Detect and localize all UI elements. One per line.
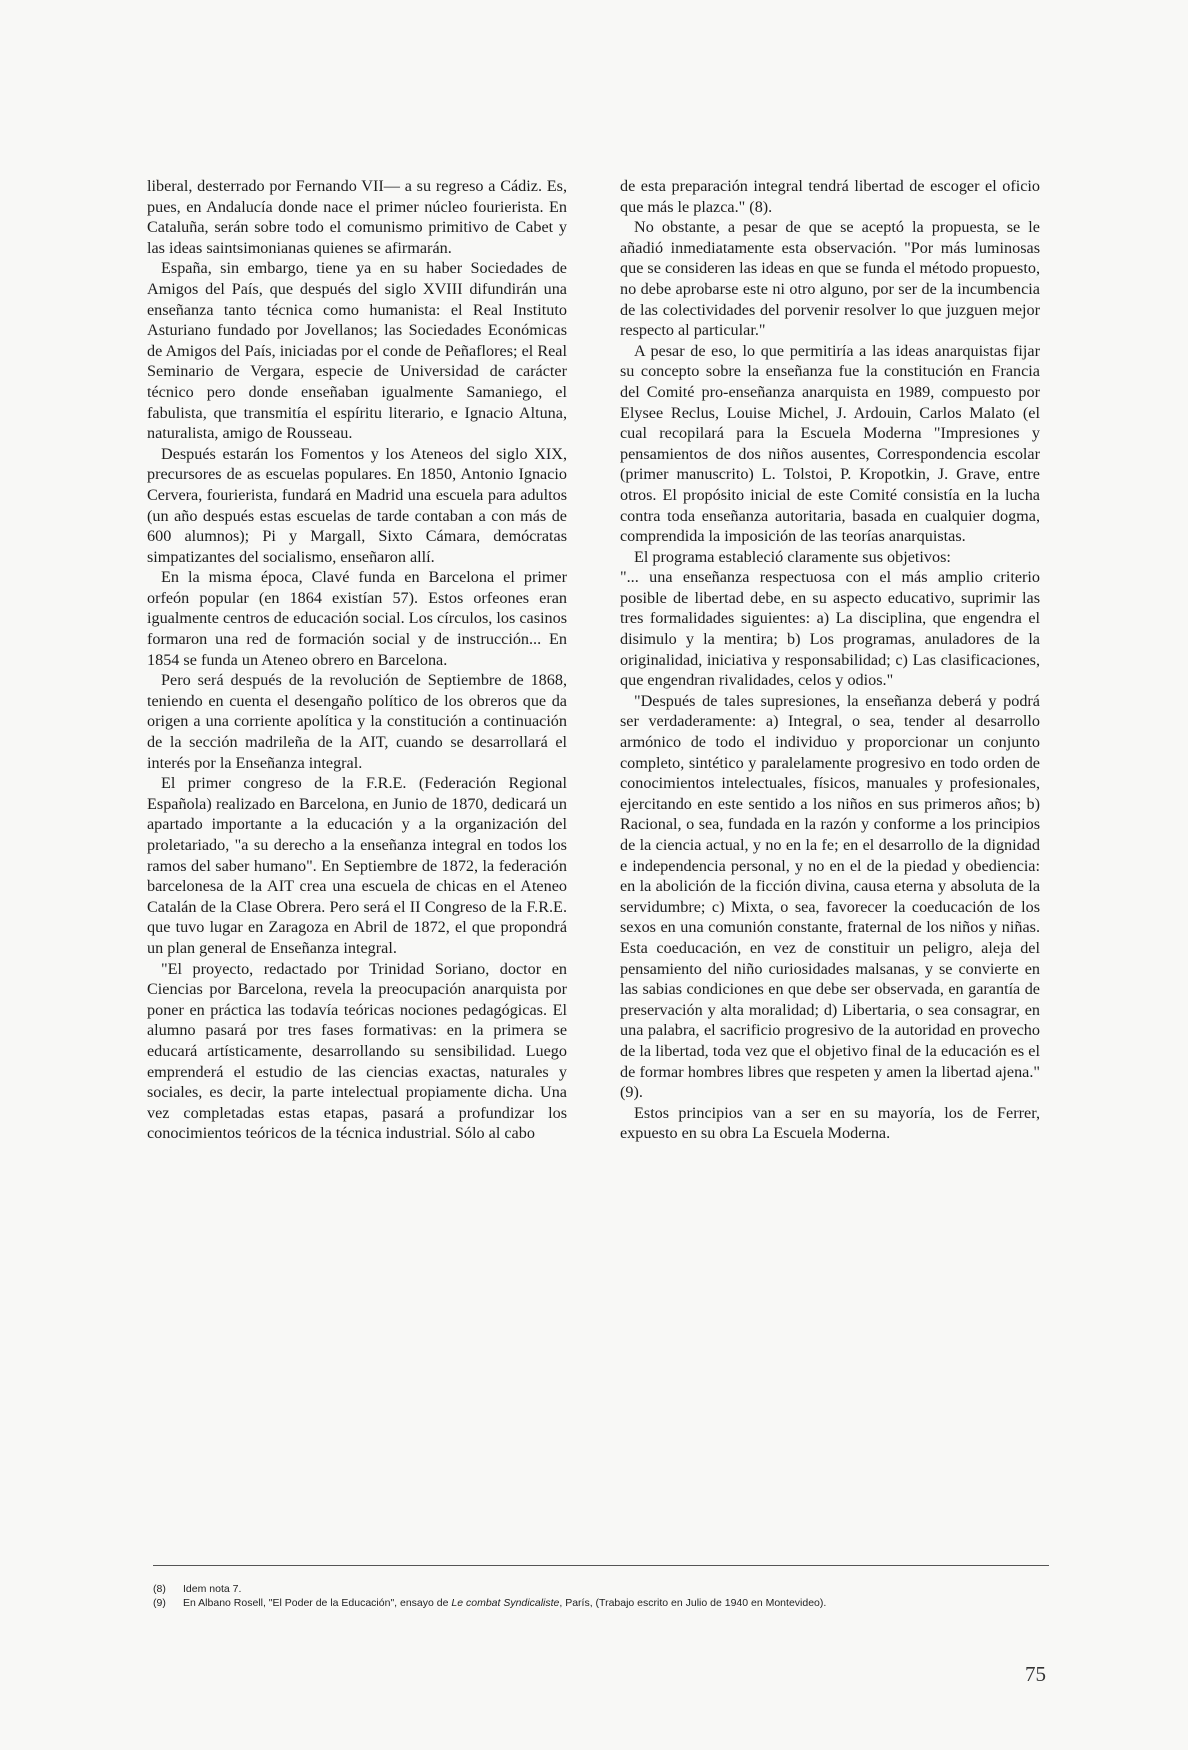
footnote-text-part: , París, (Trabajo escrito en Julio de 1940 en Montevideo). [559,1597,827,1609]
left-text-column [147,176,567,1144]
footnote-text [183,1596,826,1610]
footnote-italic-title: Le combat Syndicaliste [451,1597,560,1609]
paragraph: "... una enseñanza respectuosa con el más amplio criterio posible de libertad debe, en su aspecto educativo, suprimir las tres formalidades siguientes: a) La disciplina, que engendra el disimulo y la mentira; b) Los programas, anuladores de la originalidad, iniciativa y responsabilidad; c) Las clasificaciones, que engendran rivalidades, celos y odios." [620,568,1040,690]
paragraph: Pero será después de la revolución de Septiembre de 1868, teniendo en cuenta el desengaño político de los obreros que da origen a una corriente apolítica y la constitución a continuación de la sección madrileña de la AIT, cuando se desarrollará el interés por la Enseñanza integral. [147,671,567,772]
page-number: 75 [1025,1662,1046,1686]
right-text-column [620,176,1040,1144]
paragraph: El primer congreso de la F.R.E. (Federación Regional Española) realizado en Barcelona, en Junio de 1870, dedicará un apartado importante a la educación y a la organización del proletariado, "a su derecho a la enseñanza integral en todos los ramos del saber humano". En Septiembre de 1872, la federación barcelonesa de la AIT crea una escuela de chicas en el Ateneo Catalán de la Clase Obrera. Pero será el II Congreso de la F.R.E. que tuvo lugar en Zaragoza en Abril de 1872, el que propondrá un plan general de Enseñanza integral. [147,774,567,957]
paragraph: El programa estableció claramente sus objetivos: [634,547,951,566]
paragraph: Después estarán los Fomentos y los Ateneos del siglo XIX, precursores de as escuelas populares. En 1850, Antonio Ignacio Cervera, fourierista, fundará en Madrid una escuela para adultos (un año después estas escuelas de tarde contaban a con más de 600 alumnos); Pi y Margall, Sixto Cámara, demócratas simpatizantes del socialismo, enseñaron allí. [147,444,567,566]
paragraph: Estos principios van a ser en su mayoría, los de Ferrer, expuesto en su obra La Escuela Moderna. [620,1103,1040,1143]
paragraph: "Después de tales supresiones, la enseñanza deberá y podrá ser verdaderamente: a) Integral, o sea, tender al desarrollo armónico de todo el individuo y proporcionar un conjunto completo, sintético y paralelamente progresivo en todo orden de conocimientos intelectuales, físicos, manuales y profesionales, ejercitando en este sentido a los niños en sus primeros años; b) Racional, o sea, fundada en la razón y conforme a los principios de la ciencia actual, y no en la fe; en el desarrollo de la dignidad e independencia personal, y no en el de la piedad y obediencia: en la abolición de la ficción divina, causa eterna y absoluta de la servidumbre; c) Mixta, o sea, favorecer la coeducación de los sexos en una comunión constante, fraternal de los niños y niñas. Esta coeducación, en vez de constituir un peligro, aleja del pensamiento del niño curiosidades malsanas, y se convierte en las sabias condiciones en que debe ser observada, en garantía de preservación y alta moralidad; d) Libertaria, o sea consagrar, en una palabra, el sacrificio progresivo de la autoridad en provecho de la libertad, toda vez que el objetivo final de la educación es el de formar hombres libres que respeten y amen la libertad ajena." (9). [620,691,1040,1102]
paragraph: España, sin embargo, tiene ya en su haber Sociedades de Amigos del País, que después del siglo XVIII difundirán una enseñanza tanto técnica como humanista: el Real Instituto Asturiano fundado por Jovellanos; las Sociedades Económicas de Amigos del País, iniciadas por el conde de Peñaflores; el Real Seminario de Vergara, especie de Universidad de carácter técnico pero donde enseñaban igualmente Samaniego, el fabulista, que transmitía el espíritu literario, e Ignacio Altuna, naturalista, amigo de Rousseau. [147,259,567,443]
paragraph: de esta preparación integral tendrá libertad de escoger el oficio que más le plazca." (8). [620,177,1040,216]
footnote-number: (8) [153,1583,166,1595]
footnotes [153,1582,1053,1610]
footnote-text: Idem nota 7. [183,1583,242,1595]
paragraph: En la misma época, Clavé funda en Barcelona el primer orfeón popular (en 1864 existían 57). Estos orfeones eran igualmente centros de educación social. Los círculos, los casinos formaron una red de formación social y de instrucción... En 1854 se funda un Ateneo obrero en Barcelona. [147,568,567,669]
paragraph: liberal, desterrado por Fernando VII— a su regreso a Cádiz. Es, pues, en Andalucía donde nace el primer núcleo fourierista. En Cataluña, serán sobre todo el comunismo primitivo de Cabet y las ideas saintsimonianas quienes se afirmarán. [147,177,567,257]
paragraph: "El proyecto, redactado por Trinidad Soriano, doctor en Ciencias por Barcelona, revela la preocupación anarquista por poner en práctica las todavía teóricas nociones pedagógicas. El alumno pasará por tres fases formativas: en la primera se educará artísticamente, desarrollando su sensibilidad. Luego emprenderá el estudio de las ciencias exactas, naturales y sociales, es decir, la parte intelectual propiamente dicha. Una vez completadas estas etapas, pasará a profundizar los conocimientos teóricos de la técnica industrial. Sólo al cabo [147,959,567,1143]
footnote-number: (9) [153,1597,166,1609]
footnote-divider [153,1565,1049,1566]
footnote-text-part: En Albano Rosell, "El Poder de la Educación", ensayo de [183,1597,452,1609]
paragraph: No obstante, a pesar de que se aceptó la propuesta, se le añadió inmediatamente esta observación. "Por más luminosas que se consideren las ideas en que se funda el método propuesto, no debe aprobarse este ni otro alguno, por ser de la incumbencia de las colectividades del porvenir resolver lo que juzguen mejor respecto al particular." [620,218,1040,340]
footnote-item [153,1596,1053,1610]
footnote-item [153,1582,1053,1596]
paragraph: A pesar de eso, lo que permitiría a las ideas anarquistas fijar su concepto sobre la enseñanza fue la constitución en Francia del Comité pro-enseñanza anarquista en 1989, compuesto por Elysee Reclus, Louise Michel, J. Ardouin, Carlos Malato (el cual recopilará para la Escuela Moderna "Impresiones y pensamientos de dos niños ausentes, Correspondencia escolar (primer manuscrito) L. Tolstoi, P. Kropotkin, J. Grave, entre otros. El propósito inicial de este Comité consistía en la lucha contra toda enseñanza autoritaria, basada en cualquier dogma, comprendida la imposición de las teorías anarquistas. [620,341,1040,546]
